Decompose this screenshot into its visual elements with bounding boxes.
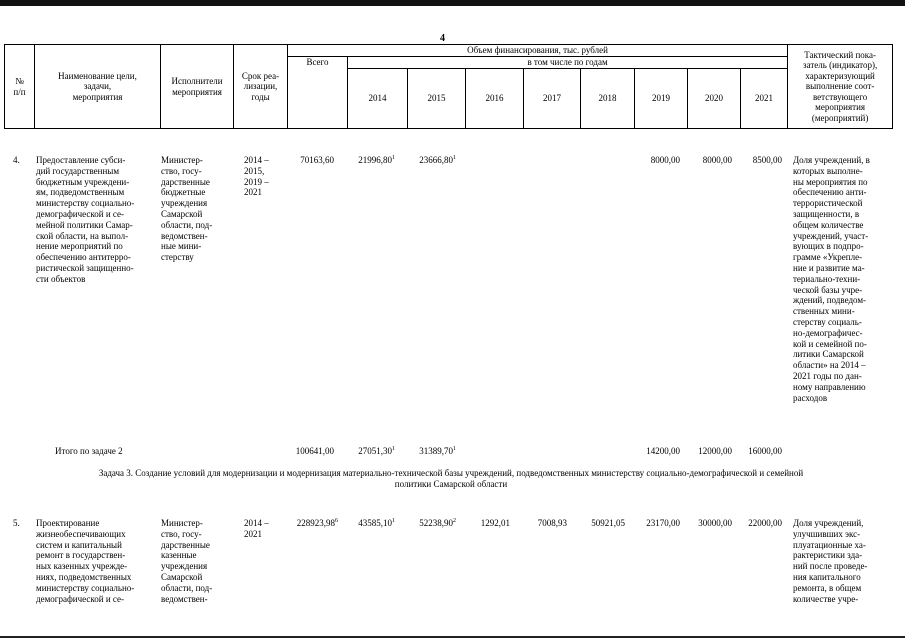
row5-indicator: Доля учреждений, улучшивших экс- плуатационные ха- рактеристики зда- ний после проведе- ния капитального ремонта, в общем количестве учре- (793, 518, 868, 604)
total-task2-total: 100641,00 (295, 446, 334, 456)
row4-term: 2014 – 2015, 2019 – 2021 (244, 155, 269, 198)
bottom-border (0, 636, 905, 638)
row5-2014: 43585,10$^1$ (358, 518, 395, 528)
financing-header: Объем финансирования, тыс. рублей (288, 45, 788, 57)
year-header: 2014 (348, 69, 408, 129)
row4-name: Предоставление субси- дий государственным бюджетным учреждени- ям, подведомственным министерству социально- демографической и се- мейной политики Самар- ской области, на выпол- нение мероприятий по обеспечению антитерро- ристической защищенно- сти объектов (36, 155, 135, 284)
col-total-header: Всего (288, 57, 348, 129)
col-num-header: № п/п (5, 45, 35, 129)
year-header: 2021 (741, 69, 788, 129)
total-task2-2015: 31389,70$^1$ (419, 446, 456, 456)
row5-executors: Министер- ство, госу- дарственные казенные учреждения Самарской области, под- ведомствен- (161, 518, 213, 604)
row5-2020: 30000,00 (698, 518, 732, 528)
year-header: 2017 (524, 69, 581, 129)
row4-executors: Министер- ство, госу- дарственные бюджетные учреждения Самарской области, под- ведомствен- ные мини- стерству (161, 155, 213, 263)
by-years-header: в том числе по годам (348, 57, 788, 69)
row5-num: 5. (13, 518, 20, 528)
year-header: 2020 (688, 69, 741, 129)
row4-2020: 8000,00 (702, 155, 732, 165)
total-task2-2021: 16000,00 (748, 446, 782, 456)
col-executors-header: Исполнители мероприятия (161, 45, 234, 129)
year-header: 2018 (581, 69, 635, 129)
total-task2-2020: 12000,00 (698, 446, 732, 456)
row5-2019: 23170,00 (646, 518, 680, 528)
row4-2021: 8500,00 (752, 155, 782, 165)
row4-2015: 23666,80$^1$ (419, 155, 456, 165)
col-indicator-header: Тактический пока- затель (индикатор), характеризующий выполнение соот- ветствующего мероприятия (мероприятий) (788, 45, 893, 129)
year-header: 2015 (408, 69, 466, 129)
task3-heading: Задача 3. Создание условий для модернизации и модернизация материально-технической базы учреждений, подведомственных министерству социально-демографической и семейной политики Самарской области (98, 468, 804, 489)
table-header (4, 44, 893, 129)
row5-2021: 22000,00 (748, 518, 782, 528)
row4-num: 4. (13, 155, 20, 165)
row5-name: Проектирование жизнеобеспечивающих систем и капитальный ремонт в государствен- ных казенных учрежде- ниях, подведомственных министерству социально- демографической и се- (36, 518, 135, 604)
page-number: 4 (440, 33, 445, 44)
col-name-header: Наименование цели, задачи, мероприятия (35, 45, 161, 129)
row4-total: 70163,60 (300, 155, 334, 165)
row5-2016: 1292,01 (480, 518, 510, 528)
year-header: 2016 (466, 69, 524, 129)
row4-2014: 21996,80$^1$ (358, 155, 395, 165)
row5-term: 2014 – 2021 (244, 518, 269, 539)
row5-2017: 7008,93 (537, 518, 567, 528)
year-header: 2019 (635, 69, 688, 129)
row5-total: 228923,98$^6$ (296, 518, 338, 528)
col-term-header: Срок реа- лизации, годы (234, 45, 288, 129)
row4-indicator: Доля учреждений, в которых выполне- ны мероприятия по обеспечению анти- террористической защищенности, в общем количестве учреждений, участ- вующих в подпро- грамме «Укрепле- ние и развитие ма- териально-техни- ческой базы учре- ждений, подведом- ственных мини- стерству социаль- но-демографичес- кой и семейной по- литики Самарской области» на 2014 – 2021 годы по дан- ному направлению расходов (793, 155, 870, 403)
row5-2015: 52238,90$^2$ (419, 518, 456, 528)
row4-2019: 8000,00 (650, 155, 680, 165)
total-task2-label: Итого по задаче 2 (55, 446, 123, 456)
total-task2-2019: 14200,00 (646, 446, 680, 456)
row5-2018: 50921,05 (591, 518, 625, 528)
total-task2-2014: 27051,30$^1$ (358, 446, 395, 456)
top-border (0, 0, 905, 6)
